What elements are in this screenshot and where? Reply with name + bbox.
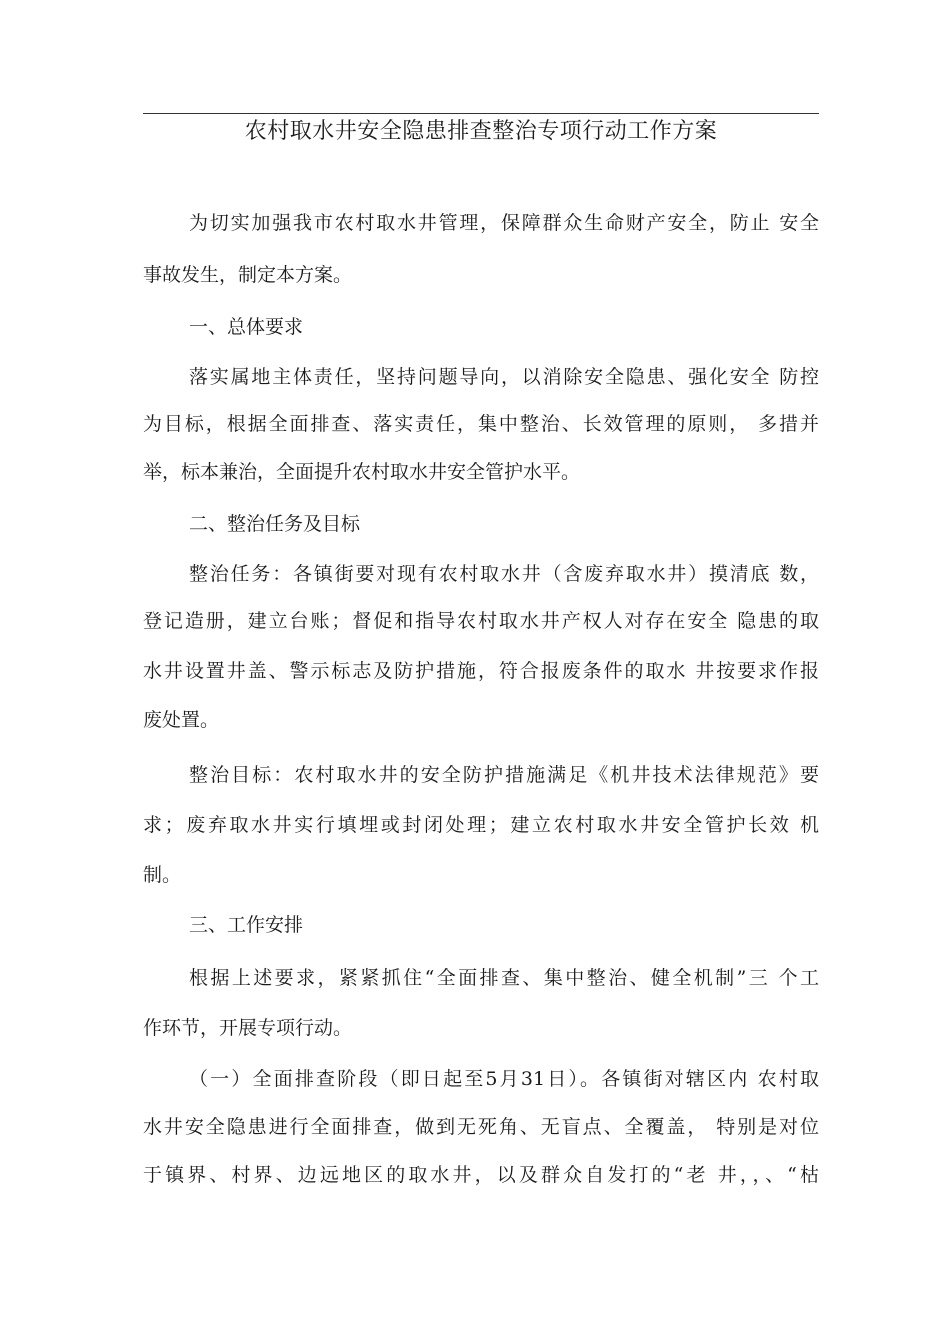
paragraph-line: 根据上述要求，紧紧抓住“全面排查、集中整治、健全机制”三 个工 <box>189 967 819 989</box>
paragraph-line: 整治任务：各镇街要对现有农村取水井（含废弃取水井）摸清底 数， <box>189 563 819 585</box>
section-heading: 二、整治任务及目标 <box>189 513 361 535</box>
paragraph-line: 整治目标：农村取水井的安全防护措施满足《机井技术法律规范》要 <box>189 764 819 786</box>
paragraph-line: 作环节，开展专项行动。 <box>143 1017 353 1039</box>
paragraph-line: 水井设置井盖、警示标志及防护措施，符合报废条件的取水 井按要求作报 <box>143 660 819 682</box>
paragraph-line: 为切实加强我市农村取水井管理，保障群众生命财产安全，防止 安全 <box>189 212 819 234</box>
paragraph-line: 于镇界、村界、边远地区的取水井，以及群众自发打的“老 井，，、“枯 <box>143 1164 819 1186</box>
header-rule <box>143 113 819 114</box>
paragraph-line: 事故发生，制定本方案。 <box>143 264 353 286</box>
paragraph-line: 登记造册，建立台账；督促和指导农村取水井产权人对存在安全 隐患的取 <box>143 610 819 632</box>
paragraph-line: 举，标本兼治，全面提升农村取水井安全管护水平。 <box>143 461 581 483</box>
section-heading: 一、总体要求 <box>189 316 304 338</box>
paragraph-line: 求；废弃取水井实行填埋或封闭处理；建立农村取水井安全管护长效 机 <box>143 814 819 836</box>
paragraph-line: 制。 <box>143 864 182 886</box>
document-title: 农村取水井安全隐患排查整治专项行动工作方案 <box>244 119 718 144</box>
paragraph-line: 废处置。 <box>143 709 220 731</box>
section-heading: 三、工作安排 <box>189 914 304 936</box>
paragraph-line: 为目标，根据全面排查、落实责任，集中整治、长效管理的原则， 多措并 <box>143 413 819 435</box>
paragraph-line: 落实属地主体责任，坚持问题导向，以消除安全隐患、强化安全 防控 <box>189 366 819 388</box>
paragraph-line: 水井安全隐患进行全面排查，做到无死角、无盲点、全覆盖， 特别是对位 <box>143 1116 819 1138</box>
paragraph-line: （一）全面排查阶段（即日起至5月31日）。各镇街对辖区内 农村取 <box>189 1068 819 1090</box>
